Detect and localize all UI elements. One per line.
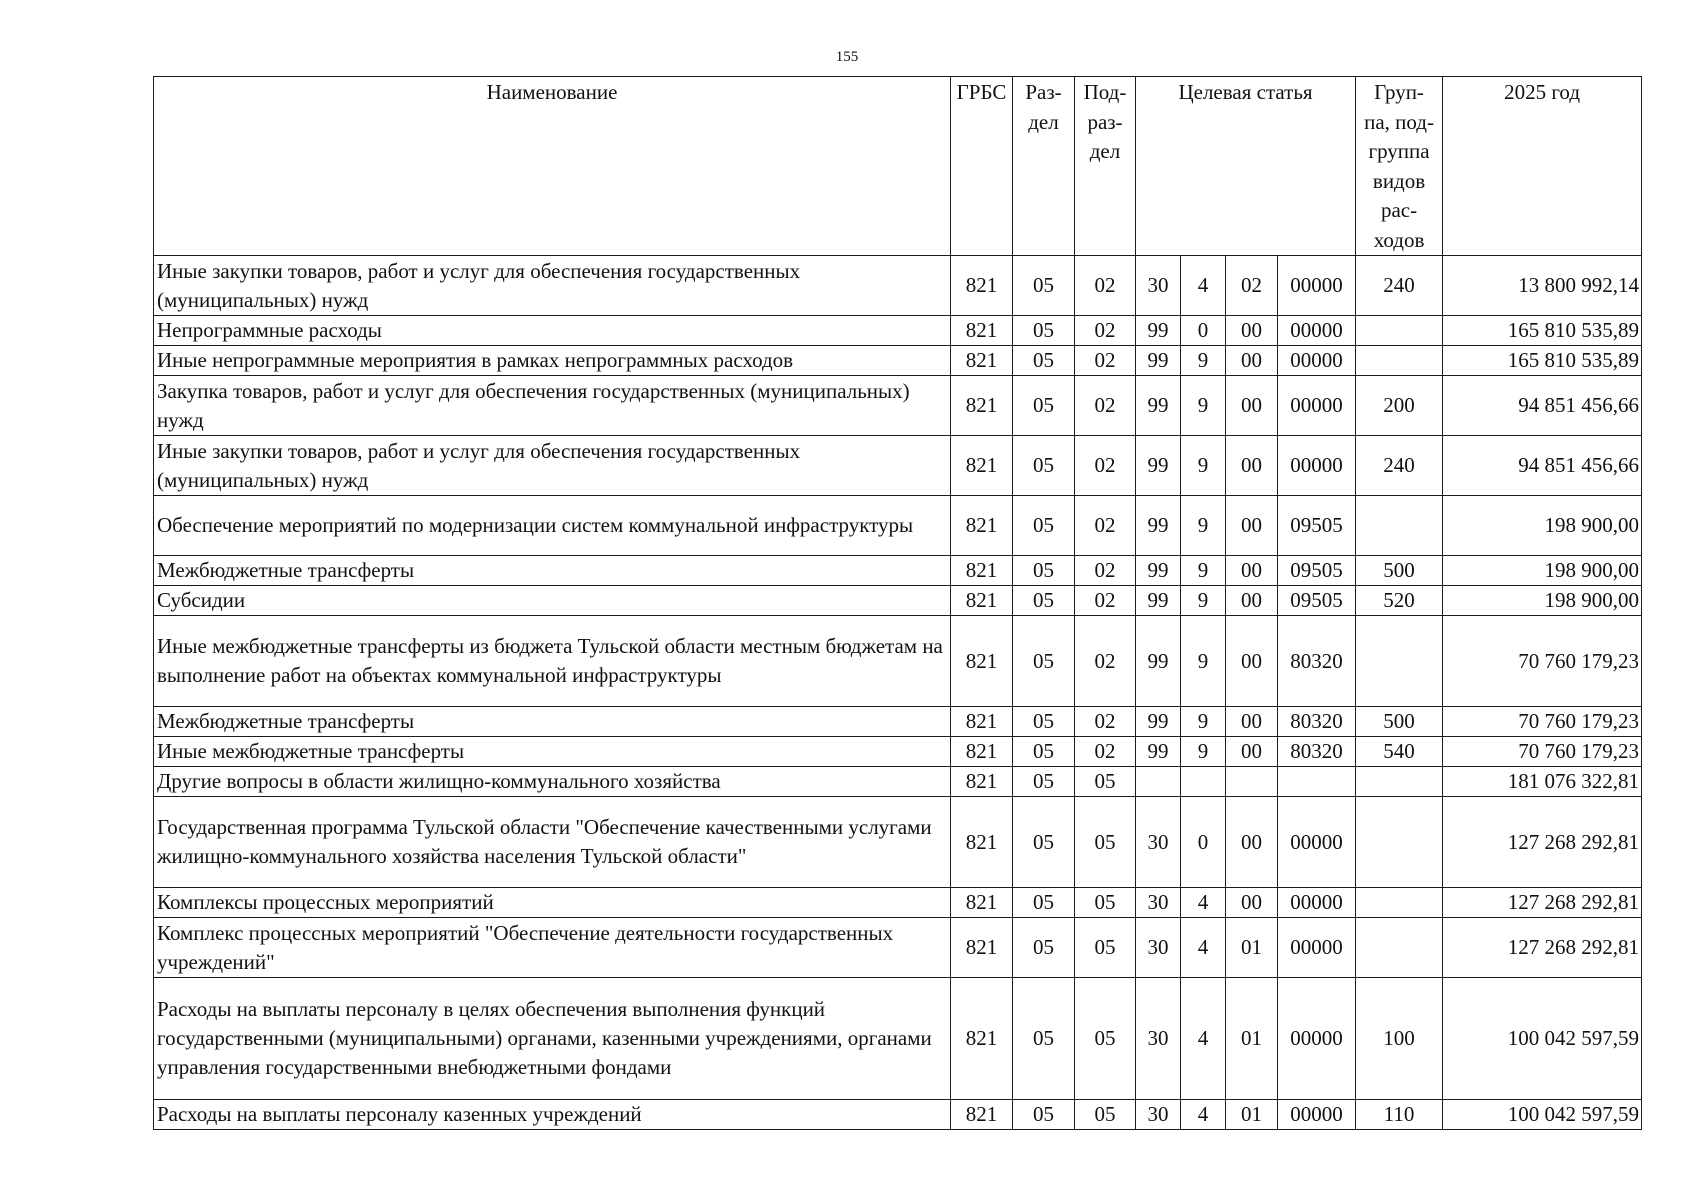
row-target-direction: 00000 [1278,978,1356,1100]
row-grbs: 821 [951,316,1013,346]
row-target-subprogram: 00 [1226,436,1278,496]
row-name: Закупка товаров, работ и услуг для обеспечения государственных (муниципальных) нужд [154,376,951,436]
row-target-subprogram: 02 [1226,256,1278,316]
row-target-program: 99 [1136,316,1181,346]
row-name: Расходы на выплаты персоналу в целях обеспечения выполнения функций государственными (муниципальными) органами, казенными учреждениями, органами управления государственными внебюджетными фондами [154,978,951,1100]
row-expense-group [1356,496,1443,556]
row-expense-group: 540 [1356,737,1443,767]
row-target-type: 4 [1181,918,1226,978]
row-amount-2025: 127 268 292,81 [1443,797,1642,888]
row-section: 05 [1013,346,1075,376]
row-amount-2025: 181 076 322,81 [1443,767,1642,797]
table-row [154,496,1642,556]
row-target-program: 99 [1136,496,1181,556]
row-section: 05 [1013,918,1075,978]
table-row [154,918,1642,978]
row-section: 05 [1013,797,1075,888]
row-target-subprogram: 00 [1226,346,1278,376]
row-amount-2025: 127 268 292,81 [1443,888,1642,918]
table-row [154,256,1642,316]
row-grbs: 821 [951,888,1013,918]
table-row [154,767,1642,797]
row-subsection: 02 [1075,256,1136,316]
row-expense-group: 240 [1356,436,1443,496]
header-section-text: Раз- дел [1025,80,1062,134]
row-target-program: 99 [1136,376,1181,436]
table-row [154,346,1642,376]
row-amount-2025: 70 760 179,23 [1443,737,1642,767]
row-target-subprogram: 00 [1226,496,1278,556]
row-target-type: 9 [1181,436,1226,496]
row-target-type: 9 [1181,376,1226,436]
row-target-subprogram: 01 [1226,1100,1278,1130]
row-target-type: 9 [1181,586,1226,616]
row-amount-2025: 198 900,00 [1443,496,1642,556]
row-target-type: 9 [1181,707,1226,737]
row-subsection: 02 [1075,707,1136,737]
row-expense-group: 110 [1356,1100,1443,1130]
row-expense-group [1356,797,1443,888]
row-section: 05 [1013,556,1075,586]
row-target-program: 30 [1136,256,1181,316]
row-name: Комплексы процессных мероприятий [154,888,951,918]
header-name: Наименование [154,77,951,256]
row-expense-group: 520 [1356,586,1443,616]
row-section: 05 [1013,707,1075,737]
row-target-program: 99 [1136,737,1181,767]
row-expense-group [1356,918,1443,978]
row-target-direction: 00000 [1278,346,1356,376]
table-row [154,978,1642,1100]
row-section: 05 [1013,616,1075,707]
row-target-direction: 80320 [1278,707,1356,737]
row-target-direction: 00000 [1278,888,1356,918]
row-amount-2025: 100 042 597,59 [1443,978,1642,1100]
header-grbs: ГРБС [951,77,1013,256]
row-section: 05 [1013,256,1075,316]
row-amount-2025: 94 851 456,66 [1443,376,1642,436]
row-target-subprogram: 01 [1226,918,1278,978]
row-target-type: 4 [1181,256,1226,316]
row-subsection: 05 [1075,918,1136,978]
row-target-direction: 80320 [1278,737,1356,767]
table-body [154,256,1642,1130]
row-amount-2025: 165 810 535,89 [1443,316,1642,346]
row-target-program: 30 [1136,918,1181,978]
table-row [154,556,1642,586]
row-section: 05 [1013,436,1075,496]
row-grbs: 821 [951,978,1013,1100]
row-target-direction: 00000 [1278,918,1356,978]
row-target-direction: 80320 [1278,616,1356,707]
row-target-subprogram: 00 [1226,376,1278,436]
row-target-direction: 00000 [1278,316,1356,346]
row-target-type: 0 [1181,316,1226,346]
header-section [1013,77,1075,256]
row-grbs: 821 [951,737,1013,767]
row-grbs: 821 [951,616,1013,707]
row-target-subprogram: 00 [1226,707,1278,737]
row-target-program: 99 [1136,556,1181,586]
row-target-direction: 09505 [1278,586,1356,616]
row-amount-2025: 70 760 179,23 [1443,616,1642,707]
row-section: 05 [1013,376,1075,436]
row-grbs: 821 [951,436,1013,496]
row-grbs: 821 [951,346,1013,376]
table-row [154,376,1642,436]
table-header-row [154,77,1642,256]
row-name: Комплекс процессных мероприятий "Обеспечение деятельности государственных учреждений" [154,918,951,978]
row-target-direction: 00000 [1278,436,1356,496]
row-target-subprogram: 00 [1226,888,1278,918]
row-amount-2025: 70 760 179,23 [1443,707,1642,737]
row-target-program: 99 [1136,346,1181,376]
row-subsection: 05 [1075,978,1136,1100]
row-target-direction [1278,767,1356,797]
row-expense-group: 240 [1356,256,1443,316]
row-expense-group [1356,767,1443,797]
header-target-article: Целевая статья [1136,77,1356,256]
row-target-subprogram: 00 [1226,737,1278,767]
row-subsection: 02 [1075,737,1136,767]
row-grbs: 821 [951,496,1013,556]
table-row [154,1100,1642,1130]
row-expense-group [1356,316,1443,346]
row-expense-group: 200 [1356,376,1443,436]
row-target-type: 4 [1181,888,1226,918]
row-target-subprogram: 00 [1226,586,1278,616]
row-target-subprogram: 00 [1226,556,1278,586]
budget-table [153,76,1642,1130]
row-grbs: 821 [951,767,1013,797]
row-target-type: 9 [1181,556,1226,586]
row-subsection: 02 [1075,346,1136,376]
table-row [154,797,1642,888]
row-target-direction: 00000 [1278,1100,1356,1130]
table-row [154,737,1642,767]
row-section: 05 [1013,496,1075,556]
row-target-program: 30 [1136,888,1181,918]
row-subsection: 02 [1075,316,1136,346]
table-row [154,316,1642,346]
header-subsection [1075,77,1136,256]
row-amount-2025: 198 900,00 [1443,586,1642,616]
row-target-subprogram: 00 [1226,797,1278,888]
row-grbs: 821 [951,376,1013,436]
row-amount-2025: 165 810 535,89 [1443,346,1642,376]
row-section: 05 [1013,316,1075,346]
row-target-program: 99 [1136,616,1181,707]
row-subsection: 02 [1075,376,1136,436]
row-grbs: 821 [951,256,1013,316]
row-target-type: 9 [1181,616,1226,707]
row-name: Другие вопросы в области жилищно-коммунального хозяйства [154,767,951,797]
row-amount-2025: 100 042 597,59 [1443,1100,1642,1130]
header-expense-group-text: Груп- па, под- группа видов рас- ходов [1364,80,1434,252]
row-target-program: 30 [1136,797,1181,888]
row-subsection: 05 [1075,1100,1136,1130]
header-subsection-text: Под- раз- дел [1083,80,1127,163]
row-target-type: 9 [1181,346,1226,376]
row-expense-group [1356,346,1443,376]
row-amount-2025: 13 800 992,14 [1443,256,1642,316]
row-name: Непрограммные расходы [154,316,951,346]
row-target-subprogram: 01 [1226,978,1278,1100]
row-target-direction: 00000 [1278,376,1356,436]
row-expense-group: 500 [1356,707,1443,737]
row-amount-2025: 94 851 456,66 [1443,436,1642,496]
row-section: 05 [1013,737,1075,767]
row-name: Иные закупки товаров, работ и услуг для обеспечения государственных (муниципальных) нужд [154,436,951,496]
row-target-type [1181,767,1226,797]
row-target-type: 4 [1181,1100,1226,1130]
row-name: Межбюджетные трансферты [154,707,951,737]
row-section: 05 [1013,888,1075,918]
row-grbs: 821 [951,586,1013,616]
row-subsection: 05 [1075,888,1136,918]
row-section: 05 [1013,978,1075,1100]
row-name: Государственная программа Тульской области "Обеспечение качественными услугами жилищно-коммунального хозяйства населения Тульской области" [154,797,951,888]
row-section: 05 [1013,586,1075,616]
row-target-program: 99 [1136,707,1181,737]
row-target-direction: 09505 [1278,556,1356,586]
row-target-program: 99 [1136,436,1181,496]
row-subsection: 02 [1075,616,1136,707]
row-grbs: 821 [951,797,1013,888]
table-row [154,616,1642,707]
row-name: Иные закупки товаров, работ и услуг для обеспечения государственных (муниципальных) нужд [154,256,951,316]
row-grbs: 821 [951,556,1013,586]
table-row [154,586,1642,616]
row-target-type: 4 [1181,978,1226,1100]
row-target-subprogram: 00 [1226,616,1278,707]
row-grbs: 821 [951,707,1013,737]
header-expense-group [1356,77,1443,256]
row-subsection: 05 [1075,767,1136,797]
row-target-type: 9 [1181,496,1226,556]
row-grbs: 821 [951,1100,1013,1130]
row-target-direction: 09505 [1278,496,1356,556]
row-expense-group [1356,888,1443,918]
row-target-program: 30 [1136,1100,1181,1130]
row-expense-group: 100 [1356,978,1443,1100]
row-section: 05 [1013,767,1075,797]
row-name: Расходы на выплаты персоналу казенных учреждений [154,1100,951,1130]
table-row [154,436,1642,496]
row-subsection: 05 [1075,797,1136,888]
row-subsection: 02 [1075,496,1136,556]
row-name: Иные межбюджетные трансферты [154,737,951,767]
page-number: 155 [835,49,859,65]
row-subsection: 02 [1075,436,1136,496]
row-grbs: 821 [951,918,1013,978]
row-section: 05 [1013,1100,1075,1130]
row-name: Субсидии [154,586,951,616]
row-target-direction: 00000 [1278,256,1356,316]
row-name: Иные межбюджетные трансферты из бюджета Тульской области местным бюджетам на выполнение работ на объектах коммунальной инфраструктуры [154,616,951,707]
table-row [154,707,1642,737]
row-target-type: 0 [1181,797,1226,888]
table-row [154,888,1642,918]
row-expense-group: 500 [1356,556,1443,586]
row-target-program [1136,767,1181,797]
row-amount-2025: 198 900,00 [1443,556,1642,586]
row-target-program: 30 [1136,978,1181,1100]
row-name: Межбюджетные трансферты [154,556,951,586]
row-subsection: 02 [1075,586,1136,616]
row-target-direction: 00000 [1278,797,1356,888]
row-target-program: 99 [1136,586,1181,616]
row-target-subprogram [1226,767,1278,797]
header-year: 2025 год [1443,77,1642,256]
row-subsection: 02 [1075,556,1136,586]
row-name: Обеспечение мероприятий по модернизации систем коммунальной инфраструктуры [154,496,951,556]
row-expense-group [1356,616,1443,707]
row-target-type: 9 [1181,737,1226,767]
row-target-subprogram: 00 [1226,316,1278,346]
row-amount-2025: 127 268 292,81 [1443,918,1642,978]
row-name: Иные непрограммные мероприятия в рамках непрограммных расходов [154,346,951,376]
